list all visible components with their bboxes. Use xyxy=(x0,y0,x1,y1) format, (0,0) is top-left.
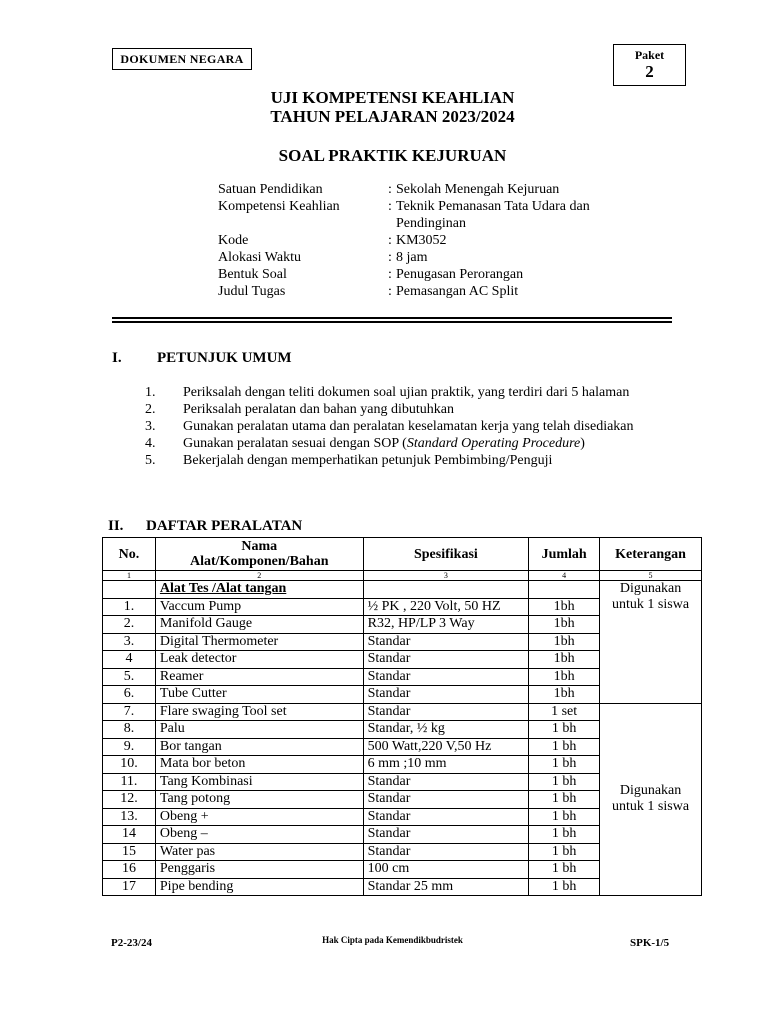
header-nama: Nama Alat/Komponen/Bahan xyxy=(155,538,363,571)
list-item: 3. Gunakan peralatan utama dan peralatan keselamatan kerja yang telah disediakan xyxy=(145,419,634,434)
table-row: 5. Reamer Standar 1bh xyxy=(103,668,702,686)
meta-value: 8 jam xyxy=(396,250,428,265)
section-number: II. xyxy=(108,518,124,534)
table-row: 11. Tang Kombinasi Standar 1 bh xyxy=(103,773,702,791)
meta-value: KM3052 xyxy=(396,233,447,248)
header-spesifikasi: Spesifikasi xyxy=(363,538,529,571)
table-row: 10. Mata bor beton 6 mm ;10 mm 1 bh xyxy=(103,756,702,774)
academic-year-title: TAHUN PELAJARAN 2023/2024 xyxy=(270,107,515,126)
section-number: I. xyxy=(112,350,122,366)
meta-label: Bentuk Soal xyxy=(218,267,287,282)
meta-value: Penugasan Perorangan xyxy=(396,267,524,282)
meta-label: Satuan Pendidikan xyxy=(218,182,323,197)
meta-label: Kompetensi Keahlian xyxy=(218,199,340,214)
meta-label: Kode xyxy=(218,233,249,248)
header-keterangan: Keterangan xyxy=(600,538,702,571)
table-row: 4 Leak detector Standar 1bh xyxy=(103,651,702,669)
exam-type-title: SOAL PRAKTIK KEJURUAN xyxy=(278,146,507,165)
meta-row: Satuan Pendidikan : Sekolah Menengah Kejuruan xyxy=(218,181,636,198)
meta-row: Alokasi Waktu : 8 jam xyxy=(218,249,636,266)
table-row: 17 Pipe bending Standar 25 mm 1 bh xyxy=(103,878,702,896)
equipment-table xyxy=(102,537,702,896)
divider-line xyxy=(112,321,672,323)
table-row: 8. Palu Standar, ½ kg 1 bh xyxy=(103,721,702,739)
header-no: No. xyxy=(103,538,156,571)
table-row: 13. Obeng + Standar 1 bh xyxy=(103,808,702,826)
exam-title: UJI KOMPETENSI KEAHLIAN xyxy=(270,88,515,107)
meta-value: Teknik Pemanasan Tata Udara dan Pendinginan xyxy=(396,199,590,231)
paket-box xyxy=(613,44,686,86)
table-row: 1. Vaccum Pump ½ PK , 220 Volt, 50 HZ 1bh xyxy=(103,598,702,616)
list-item: 1. Periksalah dengan teliti dokumen soal ujian praktik, yang terdiri dari 5 halaman xyxy=(145,385,630,400)
meta-value: Pemasangan AC Split xyxy=(396,284,519,299)
column-index-row: 1 2 3 4 5 xyxy=(103,571,702,581)
table-row: 9. Bor tangan 500 Watt,220 V,50 Hz 1 bh xyxy=(103,738,702,756)
keterangan-cell: Digunakan untuk 1 siswa xyxy=(600,581,702,704)
instruction-list xyxy=(145,384,675,469)
list-item: 5. Bekerjalah dengan memperhatikan petunjuk Pembimbing/Penguji xyxy=(145,453,553,468)
table-row: 7. Flare swaging Tool set Standar 1 set Digunakan untuk 1 siswa xyxy=(103,703,702,721)
meta-value: Sekolah Menengah Kejuruan xyxy=(396,182,560,197)
footer-code: P2-23/24 xyxy=(111,937,152,949)
footer-copyright: Hak Cipta pada Kemendikbudristek xyxy=(322,935,463,945)
meta-label: Alokasi Waktu xyxy=(218,250,301,265)
table-row xyxy=(103,581,702,599)
header-jumlah: Jumlah xyxy=(529,538,600,571)
meta-label: Judul Tugas xyxy=(218,284,286,299)
list-item: 4. Gunakan peralatan sesuai dengan SOP (Standard Operating Procedure) xyxy=(145,436,585,451)
table-header-row xyxy=(103,538,702,571)
keterangan-cell: Digunakan untuk 1 siswa xyxy=(600,703,702,896)
table-row: 16 Penggaris 100 cm 1 bh xyxy=(103,861,702,879)
meta-row: Judul Tugas : Pemasangan AC Split xyxy=(218,283,636,300)
list-item: 2. Periksalah peralatan dan bahan yang dibutuhkan xyxy=(145,402,454,417)
footer-page: SPK-1/5 xyxy=(630,937,670,949)
group-label: Alat Tes /Alat tangan xyxy=(155,581,363,599)
table-row: 6. Tube Cutter Standar 1bh xyxy=(103,686,702,704)
document-classification-label: DOKUMEN NEGARA xyxy=(112,48,252,70)
table-row: 2. Manifold Gauge R32, HP/LP 3 Way 1bh xyxy=(103,616,702,634)
meta-row: Kompetensi Keahlian : Teknik Pemanasan Tata Udara dan Pendinginan xyxy=(218,198,636,232)
section-heading: PETUNJUK UMUM xyxy=(157,350,292,366)
table-row: 12. Tang potong Standar 1 bh xyxy=(103,791,702,809)
paket-number: 2 xyxy=(645,62,654,81)
section-heading: DAFTAR PERALATAN xyxy=(146,518,303,534)
paket-label: Paket xyxy=(634,48,665,62)
table-row: 3. Digital Thermometer Standar 1bh xyxy=(103,633,702,651)
table-row: 15 Water pas Standar 1 bh xyxy=(103,843,702,861)
table-row: 14 Obeng – Standar 1 bh xyxy=(103,826,702,844)
exam-metadata xyxy=(218,181,636,300)
meta-row: Kode : KM3052 xyxy=(218,232,636,249)
meta-row: Bentuk Soal : Penugasan Perorangan xyxy=(218,266,636,283)
divider-line xyxy=(112,317,672,319)
